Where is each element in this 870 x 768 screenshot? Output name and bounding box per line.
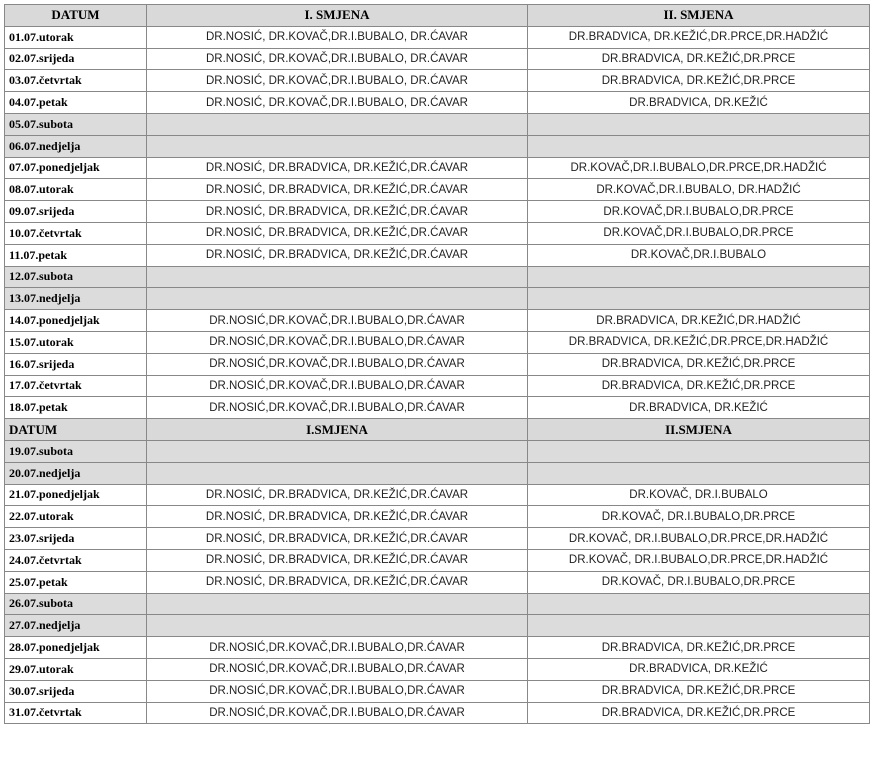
shift-1-cell: DR.NOSIĆ, DR.BRADVICA, DR.KEŽIĆ,DR.ĆAVAR bbox=[147, 157, 528, 179]
table-row bbox=[5, 506, 870, 528]
table-row bbox=[5, 397, 870, 419]
table-row bbox=[5, 288, 870, 310]
date-cell: 23.07.srijeda bbox=[5, 528, 147, 550]
shift-2-cell bbox=[528, 615, 870, 637]
date-cell: 13.07.nedjelja bbox=[5, 288, 147, 310]
shift-2-cell: DR.BRADVICA, DR.KEŽIĆ,DR.PRCE bbox=[528, 375, 870, 397]
date-cell: 26.07.subota bbox=[5, 593, 147, 615]
shift-1-cell: DR.NOSIĆ, DR.KOVAČ,DR.I.BUBALO, DR.ĆAVAR bbox=[147, 70, 528, 92]
date-cell: 22.07.utorak bbox=[5, 506, 147, 528]
table-row bbox=[5, 353, 870, 375]
date-cell: 03.07.četvrtak bbox=[5, 70, 147, 92]
shift-2-cell: DR.BRADVICA, DR.KEŽIĆ bbox=[528, 92, 870, 114]
header-shift-1: I.SMJENA bbox=[147, 419, 528, 441]
shift-2-cell: DR.KOVAČ,DR.I.BUBALO,DR.PRCE,DR.HADŽIĆ bbox=[528, 157, 870, 179]
shift-2-cell bbox=[528, 266, 870, 288]
table-row bbox=[5, 528, 870, 550]
date-cell: 12.07.subota bbox=[5, 266, 147, 288]
date-cell: 21.07.ponedjeljak bbox=[5, 484, 147, 506]
shift-1-cell: DR.NOSIĆ, DR.BRADVICA, DR.KEŽIĆ,DR.ĆAVAR bbox=[147, 222, 528, 244]
date-cell: 30.07.srijeda bbox=[5, 680, 147, 702]
shift-2-cell: DR.BRADVICA, DR.KEŽIĆ,DR.PRCE bbox=[528, 702, 870, 724]
shift-2-cell: DR.BRADVICA, DR.KEŽIĆ,DR.PRCE bbox=[528, 70, 870, 92]
shift-1-cell: DR.NOSIĆ, DR.BRADVICA, DR.KEŽIĆ,DR.ĆAVAR bbox=[147, 571, 528, 593]
table-row bbox=[5, 157, 870, 179]
shift-2-cell: DR.BRADVICA, DR.KEŽIĆ,DR.HADŽIĆ bbox=[528, 310, 870, 332]
shift-2-cell: DR.KOVAČ, DR.I.BUBALO,DR.PRCE,DR.HADŽIĆ bbox=[528, 528, 870, 550]
date-cell: 31.07.četvrtak bbox=[5, 702, 147, 724]
shift-1-cell bbox=[147, 462, 528, 484]
shift-2-cell bbox=[528, 288, 870, 310]
shift-1-cell: DR.NOSIĆ, DR.KOVAČ,DR.I.BUBALO, DR.ĆAVAR bbox=[147, 48, 528, 70]
shift-1-cell bbox=[147, 593, 528, 615]
shift-1-cell: DR.NOSIĆ,DR.KOVAČ,DR.I.BUBALO,DR.ĆAVAR bbox=[147, 637, 528, 659]
table-row bbox=[5, 179, 870, 201]
shift-1-cell: DR.NOSIĆ,DR.KOVAČ,DR.I.BUBALO,DR.ĆAVAR bbox=[147, 397, 528, 419]
date-cell: 01.07.utorak bbox=[5, 26, 147, 48]
shift-2-cell: DR.BRADVICA, DR.KEŽIĆ,DR.PRCE,DR.HADŽIĆ bbox=[528, 26, 870, 48]
table-row bbox=[5, 484, 870, 506]
shift-2-cell bbox=[528, 593, 870, 615]
shift-2-cell: DR.BRADVICA, DR.KEŽIĆ bbox=[528, 658, 870, 680]
shift-1-cell bbox=[147, 113, 528, 135]
table-row bbox=[5, 593, 870, 615]
header-shift-1: I. SMJENA bbox=[147, 5, 528, 27]
date-cell: 17.07.četvrtak bbox=[5, 375, 147, 397]
schedule-body bbox=[5, 5, 870, 724]
shift-1-cell: DR.NOSIĆ, DR.BRADVICA, DR.KEŽIĆ,DR.ĆAVAR bbox=[147, 549, 528, 571]
date-cell: 19.07.subota bbox=[5, 440, 147, 462]
shift-2-cell: DR.BRADVICA, DR.KEŽIĆ bbox=[528, 397, 870, 419]
table-row bbox=[5, 702, 870, 724]
table-row bbox=[5, 440, 870, 462]
table-row bbox=[5, 680, 870, 702]
date-cell: 14.07.ponedjeljak bbox=[5, 310, 147, 332]
date-cell: 02.07.srijeda bbox=[5, 48, 147, 70]
shift-1-cell: DR.NOSIĆ,DR.KOVAČ,DR.I.BUBALO,DR.ĆAVAR bbox=[147, 680, 528, 702]
header-shift-2: II. SMJENA bbox=[528, 5, 870, 27]
shift-2-cell: DR.KOVAČ,DR.I.BUBALO,DR.PRCE bbox=[528, 222, 870, 244]
date-cell: 07.07.ponedjeljak bbox=[5, 157, 147, 179]
shift-2-cell: DR.BRADVICA, DR.KEŽIĆ,DR.PRCE bbox=[528, 353, 870, 375]
table-row bbox=[5, 462, 870, 484]
shift-2-cell: DR.BRADVICA, DR.KEŽIĆ,DR.PRCE bbox=[528, 680, 870, 702]
table-row bbox=[5, 70, 870, 92]
shift-1-cell: DR.NOSIĆ, DR.BRADVICA, DR.KEŽIĆ,DR.ĆAVAR bbox=[147, 244, 528, 266]
shift-2-cell bbox=[528, 113, 870, 135]
shift-2-cell: DR.BRADVICA, DR.KEŽIĆ,DR.PRCE bbox=[528, 637, 870, 659]
shift-1-cell: DR.NOSIĆ,DR.KOVAČ,DR.I.BUBALO,DR.ĆAVAR bbox=[147, 375, 528, 397]
shift-1-cell: DR.NOSIĆ, DR.KOVAČ,DR.I.BUBALO, DR.ĆAVAR bbox=[147, 26, 528, 48]
table-row bbox=[5, 201, 870, 223]
table-row bbox=[5, 244, 870, 266]
shift-1-cell: DR.NOSIĆ,DR.KOVAČ,DR.I.BUBALO,DR.ĆAVAR bbox=[147, 658, 528, 680]
header-date: DATUM bbox=[5, 419, 147, 441]
shift-1-cell bbox=[147, 615, 528, 637]
header-row bbox=[5, 5, 870, 27]
date-cell: 25.07.petak bbox=[5, 571, 147, 593]
date-cell: 05.07.subota bbox=[5, 113, 147, 135]
shift-1-cell: DR.NOSIĆ,DR.KOVAČ,DR.I.BUBALO,DR.ĆAVAR bbox=[147, 702, 528, 724]
table-row bbox=[5, 658, 870, 680]
shift-1-cell bbox=[147, 266, 528, 288]
header-date: DATUM bbox=[5, 5, 147, 27]
date-cell: 11.07.petak bbox=[5, 244, 147, 266]
table-row bbox=[5, 113, 870, 135]
shift-1-cell: DR.NOSIĆ, DR.BRADVICA, DR.KEŽIĆ,DR.ĆAVAR bbox=[147, 179, 528, 201]
table-row bbox=[5, 135, 870, 157]
table-row bbox=[5, 375, 870, 397]
shift-1-cell: DR.NOSIĆ,DR.KOVAČ,DR.I.BUBALO,DR.ĆAVAR bbox=[147, 310, 528, 332]
date-cell: 15.07.utorak bbox=[5, 331, 147, 353]
shift-1-cell: DR.NOSIĆ, DR.BRADVICA, DR.KEŽIĆ,DR.ĆAVAR bbox=[147, 528, 528, 550]
shift-2-cell: DR.KOVAČ,DR.I.BUBALO bbox=[528, 244, 870, 266]
date-cell: 06.07.nedjelja bbox=[5, 135, 147, 157]
shift-2-cell: DR.BRADVICA, DR.KEŽIĆ,DR.PRCE,DR.HADŽIĆ bbox=[528, 331, 870, 353]
table-row bbox=[5, 92, 870, 114]
date-cell: 04.07.petak bbox=[5, 92, 147, 114]
date-cell: 24.07.četvrtak bbox=[5, 549, 147, 571]
shift-2-cell bbox=[528, 462, 870, 484]
shift-2-cell: DR.KOVAČ,DR.I.BUBALO, DR.HADŽIĆ bbox=[528, 179, 870, 201]
shift-1-cell: DR.NOSIĆ, DR.BRADVICA, DR.KEŽIĆ,DR.ĆAVAR bbox=[147, 201, 528, 223]
date-cell: 18.07.petak bbox=[5, 397, 147, 419]
table-row bbox=[5, 615, 870, 637]
header-row-repeat bbox=[5, 419, 870, 441]
shift-1-cell: DR.NOSIĆ, DR.KOVAČ,DR.I.BUBALO, DR.ĆAVAR bbox=[147, 92, 528, 114]
table-row bbox=[5, 26, 870, 48]
shift-1-cell bbox=[147, 135, 528, 157]
header-shift-2: II.SMJENA bbox=[528, 419, 870, 441]
schedule-table bbox=[4, 4, 870, 724]
shift-2-cell: DR.KOVAČ, DR.I.BUBALO,DR.PRCE bbox=[528, 571, 870, 593]
shift-2-cell bbox=[528, 135, 870, 157]
date-cell: 08.07.utorak bbox=[5, 179, 147, 201]
date-cell: 28.07.ponedjeljak bbox=[5, 637, 147, 659]
shift-1-cell: DR.NOSIĆ,DR.KOVAČ,DR.I.BUBALO,DR.ĆAVAR bbox=[147, 353, 528, 375]
shift-2-cell: DR.KOVAČ,DR.I.BUBALO,DR.PRCE bbox=[528, 201, 870, 223]
shift-2-cell bbox=[528, 440, 870, 462]
date-cell: 29.07.utorak bbox=[5, 658, 147, 680]
table-row bbox=[5, 331, 870, 353]
date-cell: 20.07.nedjelja bbox=[5, 462, 147, 484]
shift-2-cell: DR.KOVAČ, DR.I.BUBALO,DR.PRCE bbox=[528, 506, 870, 528]
date-cell: 09.07.srijeda bbox=[5, 201, 147, 223]
shift-2-cell: DR.KOVAČ, DR.I.BUBALO,DR.PRCE,DR.HADŽIĆ bbox=[528, 549, 870, 571]
date-cell: 16.07.srijeda bbox=[5, 353, 147, 375]
shift-1-cell: DR.NOSIĆ, DR.BRADVICA, DR.KEŽIĆ,DR.ĆAVAR bbox=[147, 506, 528, 528]
date-cell: 10.07.četvrtak bbox=[5, 222, 147, 244]
table-row bbox=[5, 48, 870, 70]
shift-2-cell: DR.BRADVICA, DR.KEŽIĆ,DR.PRCE bbox=[528, 48, 870, 70]
shift-1-cell bbox=[147, 440, 528, 462]
table-row bbox=[5, 571, 870, 593]
shift-1-cell: DR.NOSIĆ,DR.KOVAČ,DR.I.BUBALO,DR.ĆAVAR bbox=[147, 331, 528, 353]
date-cell: 27.07.nedjelja bbox=[5, 615, 147, 637]
table-row bbox=[5, 549, 870, 571]
table-row bbox=[5, 310, 870, 332]
table-row bbox=[5, 637, 870, 659]
shift-1-cell bbox=[147, 288, 528, 310]
shift-1-cell: DR.NOSIĆ, DR.BRADVICA, DR.KEŽIĆ,DR.ĆAVAR bbox=[147, 484, 528, 506]
shift-2-cell: DR.KOVAČ, DR.I.BUBALO bbox=[528, 484, 870, 506]
table-row bbox=[5, 222, 870, 244]
table-row bbox=[5, 266, 870, 288]
